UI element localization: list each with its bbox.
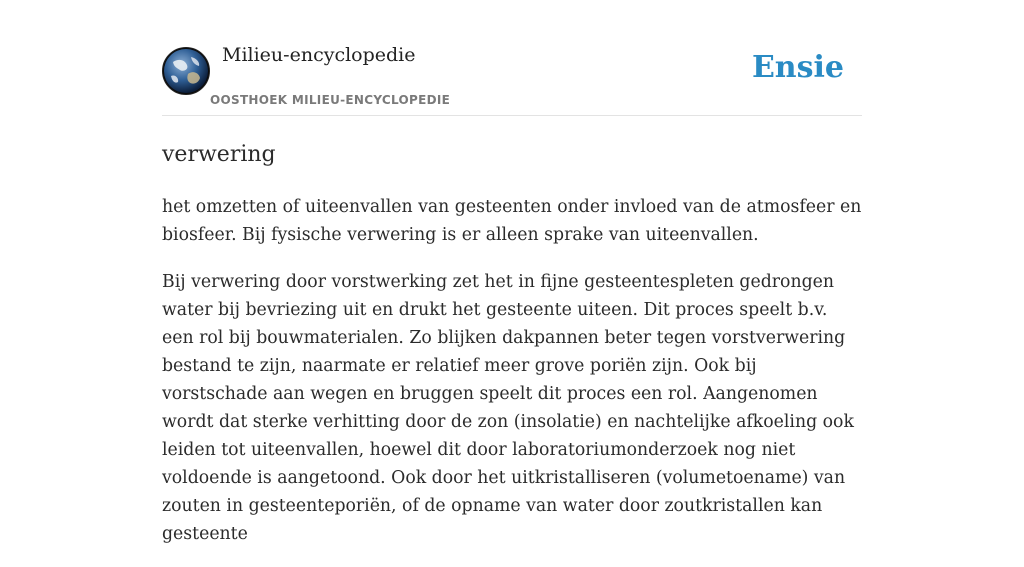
- site-header: [162, 0, 862, 116]
- article: [162, 138, 862, 567]
- article-term: verwering: [162, 142, 276, 167]
- article-paragraph: Bij verwering door vorstwerking zet het in fijne gesteentespleten gedrongen water bij bevriezing uit en drukt het gesteente uiteen. Dit proces speelt b.v. een rol bij bouwmaterialen. Zo blijken dakpannen beter tegen vorstverwering bestand te zijn, naarmate er relatief meer grove poriën zijn. Ook bij vorstschade aan wegen en bruggen speelt dit proces een rol. Aangenomen wordt dat sterke verhitting door de zon (insolatie) en nachtelijke afkoeling ook leiden tot uiteenvallen, hoewel dit door laboratoriumonderzoek nog niet voldoende is aangetoond. Ook door het uitkristalliseren (volumetoename) van zouten in gesteenteporiën, of de opname van water door zoutkristallen kan gesteente: [162, 272, 854, 544]
- site-subtitle: OOSTHOEK MILIEU-ENCYCLOPEDIE: [210, 93, 451, 107]
- site-title[interactable]: Milieu-encyclopedie: [222, 44, 416, 66]
- earth-globe-icon[interactable]: [162, 47, 210, 95]
- brand-logo[interactable]: Ensie: [751, 50, 844, 85]
- article-paragraph: het omzetten of uiteenvallen van gesteenten onder invloed van de atmosfeer en biosfeer. Bij fysische verwering is er alleen sprake van uiteenvallen.: [162, 197, 862, 245]
